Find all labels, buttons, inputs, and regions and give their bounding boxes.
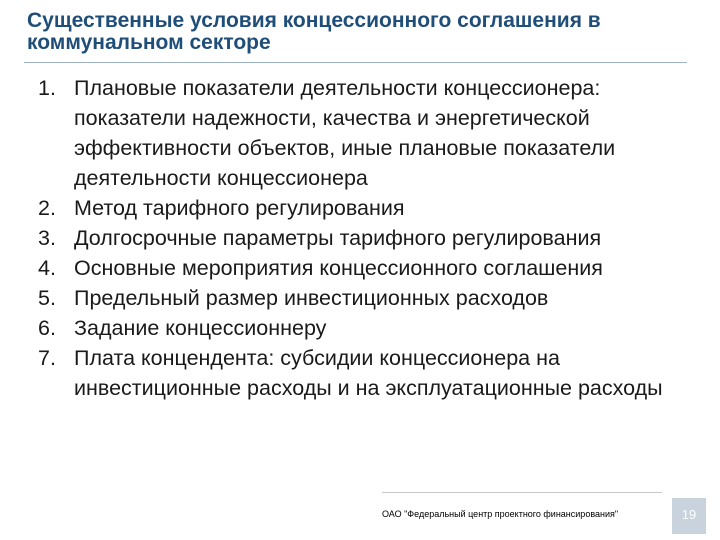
item-text: Плановые показатели деятельности концессионера: показатели надежности, качества и энергетической эффективности объектов, иные плановые показатели деятельности концессионера (74, 76, 616, 190)
list-item (38, 313, 708, 343)
item-number: 1. (38, 76, 56, 100)
page-number: 19 (681, 507, 697, 522)
footer-divider (382, 492, 662, 493)
item-number: 7. (38, 346, 56, 370)
item-number: 4. (38, 256, 56, 280)
item-text: Долгосрочные параметры тарифного регулирования (74, 226, 602, 250)
title-divider (24, 62, 687, 63)
item-number: 3. (38, 226, 56, 250)
item-text: Плата концендента: субсидии концессионера на инвестиционные расходы и на эксплуатационные расходы (74, 346, 663, 400)
list-item (38, 223, 708, 253)
footer-organization: ОАО "Федеральный центр проектного финансирования" (382, 509, 619, 519)
page-number-badge (672, 498, 706, 534)
item-text: Метод тарифного регулирования (74, 196, 405, 220)
item-number: 5. (38, 286, 56, 310)
item-number: 2. (38, 196, 56, 220)
list-item (38, 283, 708, 313)
item-text: Основные мероприятия концессионного соглашения (74, 256, 603, 280)
slide-title: Существенные условия концессионного соглашения в коммунальном секторе (27, 9, 601, 54)
list-item (38, 253, 708, 283)
list-item (38, 343, 708, 403)
list-item (38, 193, 708, 223)
item-text: Предельный размер инвестиционных расходов (74, 286, 549, 310)
conditions-list (38, 73, 708, 403)
item-text: Задание концессионнеру (74, 316, 327, 340)
list-item (38, 73, 708, 193)
item-number: 6. (38, 316, 56, 340)
